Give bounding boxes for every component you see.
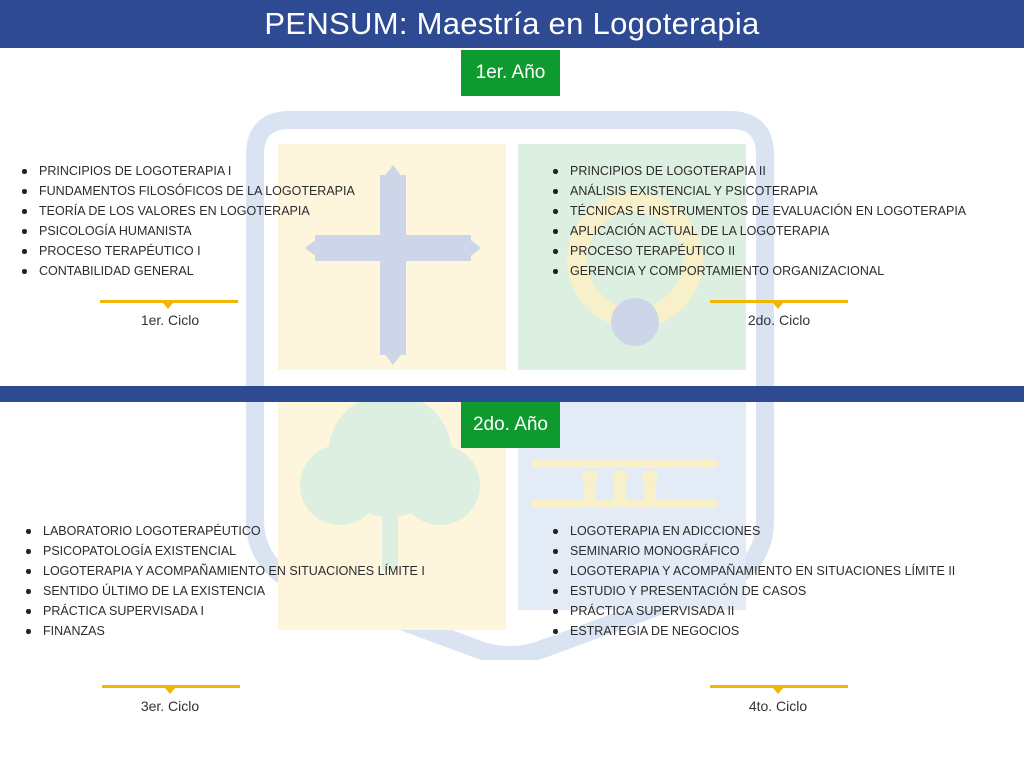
- cycle-label-1: 1er. Ciclo: [140, 312, 200, 328]
- list-item: TÉCNICAS E INSTRUMENTOS DE EVALUACIÓN EN LOGOTERAPIA: [553, 201, 966, 221]
- list-item: PSICOPATOLOGÍA EXISTENCIAL: [26, 541, 425, 561]
- list-item: CONTABILIDAD GENERAL: [22, 261, 355, 281]
- list-item: LOGOTERAPIA Y ACOMPAÑAMIENTO EN SITUACIONES LÍMITE I: [26, 561, 425, 581]
- list-item: PROCESO TERAPÉUTICO II: [553, 241, 966, 261]
- cycle-label-4: 4to. Ciclo: [748, 698, 808, 714]
- list-item: PRÁCTICA SUPERVISADA II: [553, 601, 955, 621]
- year-badge-2: [461, 402, 560, 448]
- list-item: ESTRATEGIA DE NEGOCIOS: [553, 621, 955, 641]
- list-item: LOGOTERAPIA Y ACOMPAÑAMIENTO EN SITUACIONES LÍMITE II: [553, 561, 955, 581]
- course-list-cycle-2: [553, 161, 966, 281]
- course-list-cycle-4: [553, 521, 955, 641]
- course-list-cycle-3: [26, 521, 425, 641]
- cycle-label-3: 3er. Ciclo: [140, 698, 200, 714]
- list-item: PSICOLOGÍA HUMANISTA: [22, 221, 355, 241]
- list-item: FUNDAMENTOS FILOSÓFICOS DE LA LOGOTERAPIA: [22, 181, 355, 201]
- list-item: TEORÍA DE LOS VALORES EN LOGOTERAPIA: [22, 201, 355, 221]
- list-item: FINANZAS: [26, 621, 425, 641]
- list-item: PRINCIPIOS DE LOGOTERAPIA II: [553, 161, 966, 181]
- cycle-divider: [100, 300, 238, 303]
- year-label: 2do. Año: [472, 414, 549, 435]
- list-item: GERENCIA Y COMPORTAMIENTO ORGANIZACIONAL: [553, 261, 966, 281]
- list-item: ANÁLISIS EXISTENCIAL Y PSICOTERAPIA: [553, 181, 966, 201]
- section-divider-band: [0, 386, 1024, 402]
- list-item: SENTIDO ÚLTIMO DE LA EXISTENCIA: [26, 581, 425, 601]
- page-header: [0, 0, 1024, 48]
- year-badge-1: [461, 50, 560, 96]
- year-label: 1er. Año: [475, 62, 546, 83]
- list-item: APLICACIÓN ACTUAL DE LA LOGOTERAPIA: [553, 221, 966, 241]
- list-item: PRÁCTICA SUPERVISADA I: [26, 601, 425, 621]
- list-item: LABORATORIO LOGOTERAPÉUTICO: [26, 521, 425, 541]
- list-item: ESTUDIO Y PRESENTACIÓN DE CASOS: [553, 581, 955, 601]
- course-list-cycle-1: [22, 161, 355, 281]
- list-item: LOGOTERAPIA EN ADICCIONES: [553, 521, 955, 541]
- list-item: PRINCIPIOS DE LOGOTERAPIA I: [22, 161, 355, 181]
- page-title: PENSUM: Maestría en Logoterapia: [264, 6, 760, 41]
- cycle-divider: [102, 685, 240, 688]
- list-item: PROCESO TERAPÉUTICO I: [22, 241, 355, 261]
- cycle-divider: [710, 685, 848, 688]
- list-item: SEMINARIO MONOGRÁFICO: [553, 541, 955, 561]
- cycle-divider: [710, 300, 848, 303]
- cycle-label-2: 2do. Ciclo: [747, 312, 811, 328]
